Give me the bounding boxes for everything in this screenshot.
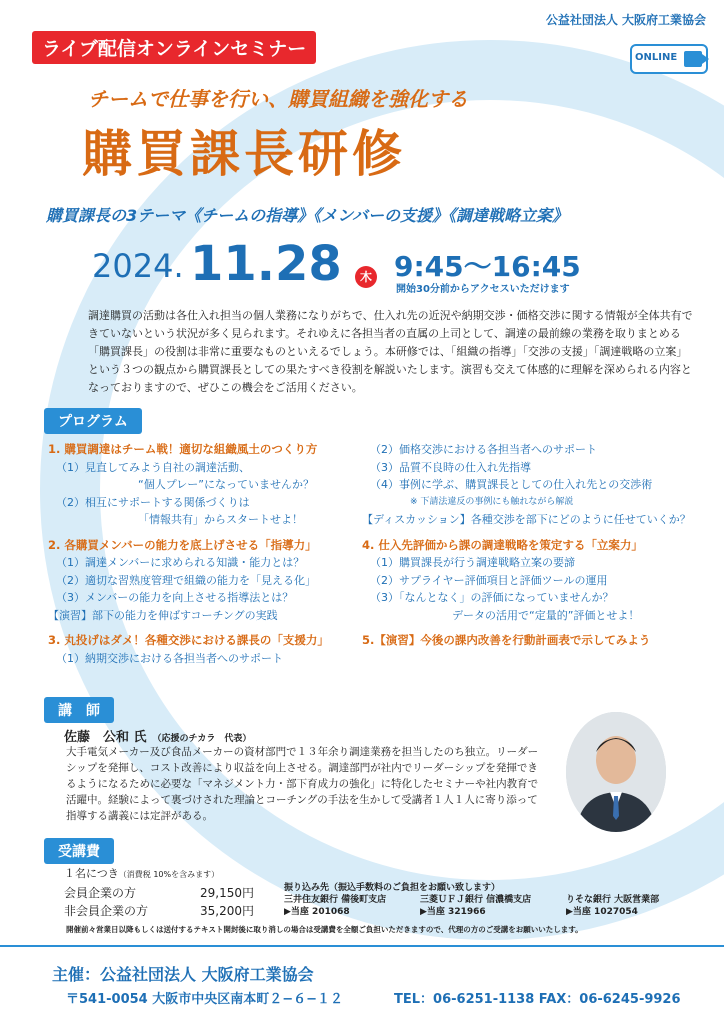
- program-item: 【演習】部下の能力を伸ばすコーチングの実践: [48, 608, 278, 622]
- footer-contact: TEL：06-6251-1138 FAX：06-6245-9926: [394, 992, 681, 1007]
- cancel-policy: 開催前々営業日以降もしくは送付するテキスト開封後に取り消しの場合は受講費を全額ご負担いただきますので、代理の方のご受講をお願いいたします。: [66, 925, 583, 934]
- program-item: （2）価格交渉における各担当者へのサポート: [370, 443, 597, 456]
- program-item: （3）メンバーの能力を向上させる指導法とは？: [56, 591, 294, 604]
- catchcopy: チームで仕事を行い、購買組織を強化する: [88, 87, 468, 111]
- live-seminar-badge: ライブ配信オンラインセミナー: [32, 31, 316, 64]
- program-item: （3）「なんとなく」の評価になっていませんか？: [370, 591, 614, 604]
- program-item: （1）購買課長が行う調達戦略立案の要諦: [370, 556, 575, 569]
- online-badge: [630, 44, 708, 74]
- lecturer-name-text: 佐藤 公和 氏: [64, 730, 147, 745]
- transfer-title: 振り込み先（振込手数料のご負担をお願い致します）: [284, 883, 501, 893]
- bank-account: ▶当座 201068: [284, 907, 350, 917]
- bank-1: [284, 894, 386, 918]
- lecturer-name: [64, 726, 251, 745]
- fee-per-person: [64, 865, 254, 884]
- program-spacer: [362, 624, 702, 632]
- online-label: ONLINE: [635, 52, 678, 63]
- program-section-heading: 3. 丸投げはダメ！各種交渉における課長の「支援力」: [48, 633, 329, 647]
- program-left-column: [48, 441, 368, 667]
- program-item: （2）相互にサポートする関係づくりは: [56, 495, 250, 509]
- bank-name: りそな銀行 大阪営業部: [566, 895, 660, 905]
- program-right-column: [362, 441, 702, 650]
- program-item: （2）サプライヤー評価項目と評価ツールの運用: [370, 573, 608, 587]
- bank-2: [420, 894, 531, 918]
- access-note: 開始30分前からアクセスいただけます: [396, 284, 570, 295]
- program-item: 【ディスカッション】各種交渉を部下にどのように任せていくか？: [362, 513, 691, 526]
- day-of-week-badge: 木: [355, 266, 377, 288]
- date-month-day: 11.28: [190, 236, 342, 292]
- bank-account: ▶当座 321966: [420, 907, 486, 917]
- organizer-header: 公益社団法人 大阪府工業協会: [545, 13, 706, 27]
- program-spacer: [48, 624, 368, 632]
- program-item: （1）見直してみよう自社の調達活動、: [56, 460, 250, 474]
- fee-label: 非会員企業の方: [64, 904, 149, 918]
- program-item: （2）適切な習熟度管理で組織の能力を「見える化」: [56, 573, 316, 587]
- fee-row-nonmember: [64, 902, 254, 920]
- program-item: “個人プレー”になっていませんか？: [138, 478, 314, 491]
- program-spacer: [362, 529, 702, 537]
- lecturer-portrait-icon: [566, 712, 666, 832]
- program-item: ※ 下請法違反の事例にも触れながら解説: [410, 496, 574, 507]
- lecturer-bio: 大手電気メーカー及び食品メーカーの資材部門で１３年余り調達業務を担当したのち独立。リーダーシップを発揮し、コスト改善により収益を向上させる。調達部門が社内でリーダーシップを発揮できるようになるために必要な「マネジメント力・部下育成力の強化」に特化したセミナーや社内教育で活躍中。経験によって裏づけされた理論とコーチングの手法を生かして受講者１人１人に寄り添って指導する講義には定評がある。: [66, 746, 539, 822]
- program-heading: プログラム: [44, 408, 142, 434]
- date-year: 2024.: [92, 247, 184, 285]
- fee-row-member: [64, 884, 254, 902]
- lecturer-photo: [566, 712, 666, 832]
- fee-block: [64, 865, 254, 920]
- program-item: 「情報共有」からスタートせよ！: [138, 513, 303, 526]
- lecturer-affiliation: （応援のチカラ 代表）: [152, 734, 252, 744]
- video-camera-icon: [684, 51, 702, 67]
- fee-value: 29,150円: [200, 886, 254, 900]
- footer-organizer: 主催：公益社団法人 大阪府工業協会: [52, 965, 314, 984]
- program-section-heading: 1. 購買調達はチーム戦！適切な組織風土のつくり方: [48, 442, 318, 456]
- program-item: （4）事例に学ぶ、購買課長としての仕入れ先との交渉術: [370, 478, 653, 491]
- fee-tax-note: （消費税 10%を含みます）: [118, 870, 220, 879]
- footer-address: 〒541-0054 大阪市中央区南本町２−６−１２: [66, 992, 344, 1007]
- lecturer-heading: 講 師: [44, 697, 114, 723]
- themes-line: 購買課長の3テーマ《チームの指導》《メンバーの支援》《調達戦略立案》: [46, 206, 569, 225]
- bank-name: 三菱ＵＦＪ銀行 信濃橋支店: [420, 895, 532, 905]
- fee-value: 35,200円: [200, 904, 254, 918]
- fee-label: 会員企業の方: [64, 886, 137, 900]
- fee-heading: 受講費: [44, 838, 114, 864]
- seminar-title: 購買課長研修: [82, 125, 406, 183]
- program-item: （1）調達メンバーに求められる知識・能力とは？: [56, 556, 305, 569]
- program-section-heading: 4. 仕入先評価から課の調達戦略を策定する「立案力」: [362, 537, 643, 552]
- fee-once-label: １名につき: [64, 867, 119, 880]
- program-item: データの活用で“定量的”評価とせよ！: [452, 608, 640, 622]
- program-spacer: [48, 529, 368, 537]
- bank-account: ▶当座 1027054: [566, 907, 638, 917]
- program-section-heading: 2. 各購買メンバーの能力を底上げさせる「指導力」: [48, 537, 317, 552]
- bank-name: 三井住友銀行 備後町支店: [284, 895, 387, 905]
- time-range: 9:45〜16:45: [394, 250, 581, 283]
- intro-text: 調達購買の活動は各仕入れ担当の個人業務になりがちで、仕入れ先の近況や納期交渉・価格交渉に関する情報が全体共有できていないという状況が多く見られます。それゆえに各担当者の直属の上司として、調達の最前線の業務を取りまとめる「購買課長」の役割は非常に重要なものといえるでしょう。本研修では、「組織の指導」「交渉の支援」「調達戦略の立案」という３つの観点から購買課長としての果たすべき役割を解説いたします。演習も交えて体感的に理解を深められる内容となっておりますので、ぜひこの機会をご活用ください。: [88, 309, 693, 394]
- program-item: （1）納期交渉における各担当者へのサポート: [56, 651, 283, 665]
- footer-divider: [0, 945, 724, 947]
- bank-3: [566, 894, 659, 918]
- program-item: （3）品質不良時の仕入れ先指導: [370, 460, 531, 474]
- program-section-heading: 5.【演習】今後の課内改善を行動計画表で示してみよう: [362, 633, 651, 647]
